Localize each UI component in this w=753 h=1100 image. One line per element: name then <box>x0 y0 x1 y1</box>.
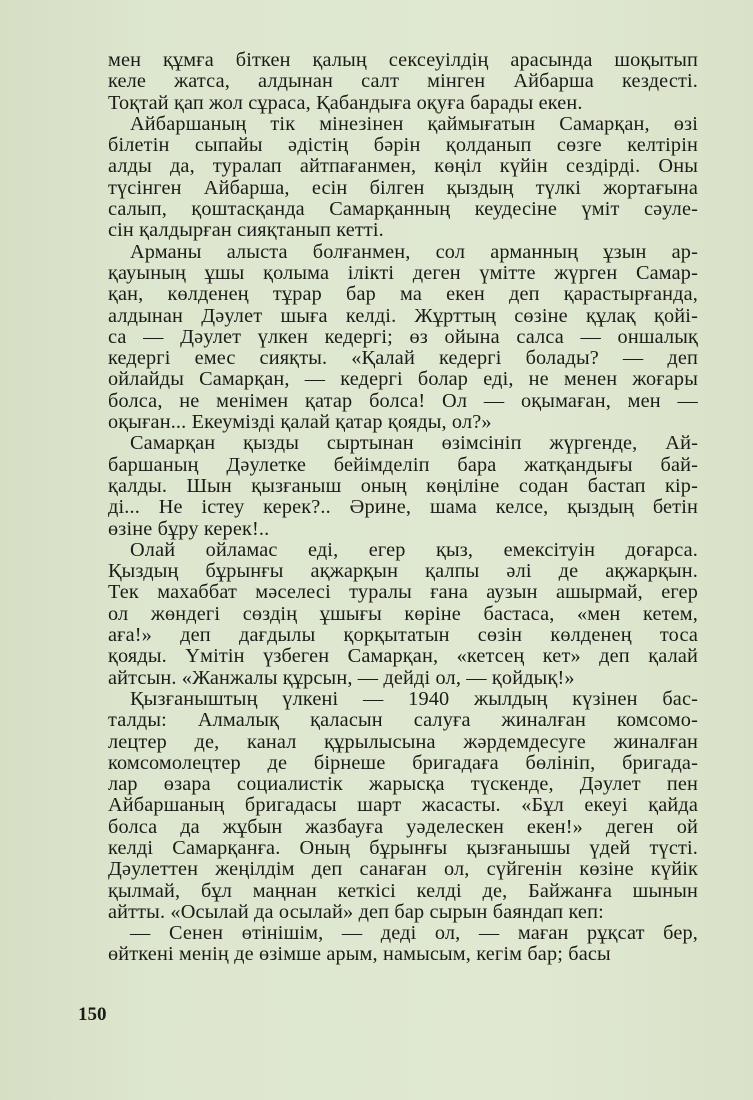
text-line: Айбаршаның бригадасы шарт жасасты. «Бұл екеуі қайда <box>108 794 698 817</box>
text-line: өзіне бұру керек!.. <box>108 517 270 540</box>
text-line: ойлайды Самарқан, — кедергі болар еді, не менен жоғары <box>108 368 698 391</box>
text-line: алдынан Дәулет шыға келді. Жұрттың сөзіне құлақ қойі- <box>108 304 698 327</box>
text-line: ді... Не істеу керек?.. Әрине, шама келсе, қыздың бетін <box>108 496 698 519</box>
text-line: ол жөндегі сөздің ұшығы көріне бастаса, «мен кетем, <box>108 602 698 625</box>
text-line: Айбаршаның тік мінезінен қаймығатын Самарқан, өзі <box>130 112 698 135</box>
text-line: кедергі емес сияқты. «Қалай кедергі болады? — деп <box>108 347 698 370</box>
text-line: Тоқтай қап жол сұраса, Қабандыға оқуға барады екен. <box>108 91 583 114</box>
paragraph <box>108 540 698 689</box>
text-line: түсінген Айбарша, есін білген қыздың түлкі жортағына <box>108 176 698 199</box>
text-line: айтсын. «Жанжалы құрсын, — дейді ол, — қойдық!» <box>108 666 575 689</box>
text-line: болса да жұбын жазбауға уәделескен екен!» деген ой <box>108 815 698 838</box>
text-line: — Сенен өтінішім, — деді ол, — маған рұқсат бер, <box>130 922 698 945</box>
text-line: салып, қоштасқанда Самарқанның кеудесіне үміт сәуле- <box>108 198 698 221</box>
text-line: талды: Алмалық қаласын салуға жиналған комсомо- <box>108 709 698 732</box>
text-line: аға!» деп дағдылы қорқытатын сөзін көлденең тоса <box>108 624 698 647</box>
text-line: болса, не менімен қатар болса! Ол — оқымаған, мен — <box>108 389 698 412</box>
text-line: Тек махаббат мәселесі туралы ғана аузын ашырмай, егер <box>108 581 698 604</box>
text-line: са — Дәулет үлкен кедергі; өз ойына салса — оншалық <box>108 325 698 348</box>
text-line: Қыздың бұрынғы ақжарқын қалпы әлі де ақжарқын. <box>108 560 698 583</box>
paragraph <box>108 50 698 114</box>
text-line: комсомолецтер де бірнеше бригадаға бөлініп, бригада- <box>108 751 698 774</box>
page-number: 150 <box>78 1004 107 1025</box>
text-line: қалды. Шын қызғаныш оның көңіліне содан бастап кір- <box>108 474 698 497</box>
text-line: Арманы алыста болғанмен, сол арманның ұзын ар- <box>130 240 698 263</box>
text-line: Самарқан қызды сыртынан өзімсініп жүргенде, Ай- <box>130 432 698 455</box>
text-line: келе жатса, алдынан салт мінген Айбарша кездесті. <box>108 70 698 93</box>
text-line: лецтер де, канал құрылысына жәрдемдесуге жиналған <box>108 730 698 753</box>
text-line: қылмай, бұл маңнан кеткісі келді де, Байжанға шынын <box>108 879 698 902</box>
text-line: келді Самарқанға. Оның бұрынғы қызғанышы үдей түсті. <box>108 836 698 859</box>
text-line: баршаның Дәулетке бейімделіп бара жатқандығы бай- <box>108 453 698 476</box>
text-line: мен құмға біткен қалың сексеуілдің арасында шоқытып <box>108 49 698 71</box>
text-line: лар өзара социалистік жарысқа түскенде, Дәулет пен <box>108 773 698 796</box>
text-line: Олай ойламас еді, егер қыз, емексітуін доғарса. <box>130 538 698 561</box>
text-line: білетін сыпайы әдістің бәрін қолданып сөзге келтірін <box>108 134 698 157</box>
text-line: өйткені менің де өзімше арым, намысым, кегім бар; басы <box>108 943 611 966</box>
text-line: Дәулеттен жеңілдім деп санаған ол, сүйгенін көзіне күйік <box>108 858 698 881</box>
text-line: алды да, туралап айтпағанмен, көңіл күйін сездірді. Оны <box>108 155 698 178</box>
paragraph <box>108 242 698 434</box>
body-text <box>108 50 698 966</box>
text-line: сін қалдырған сияқтанып кетті. <box>108 219 384 242</box>
paragraph <box>108 689 698 923</box>
paragraph <box>108 114 698 242</box>
text-line: оқыған... Екеумізді қалай қатар қояды, ол?» <box>108 411 492 434</box>
text-line: қояды. Үмітін үзбеген Самарқан, «кетсең кет» деп қалай <box>108 645 698 668</box>
text-line: қан, көлденең тұрар бар ма екен деп қарастырғанда, <box>108 283 698 306</box>
text-line: Қызғаныштың үлкені — 1940 жылдың күзінен бас- <box>130 687 698 710</box>
text-line: айтты. «Осылай да осылай» деп бар сырын баяндап кеп: <box>108 900 604 923</box>
text-line: қауының ұшы қолыма ілікті деген үмітте жүрген Самар- <box>108 261 698 284</box>
paragraph <box>108 923 698 966</box>
paragraph <box>108 433 698 539</box>
